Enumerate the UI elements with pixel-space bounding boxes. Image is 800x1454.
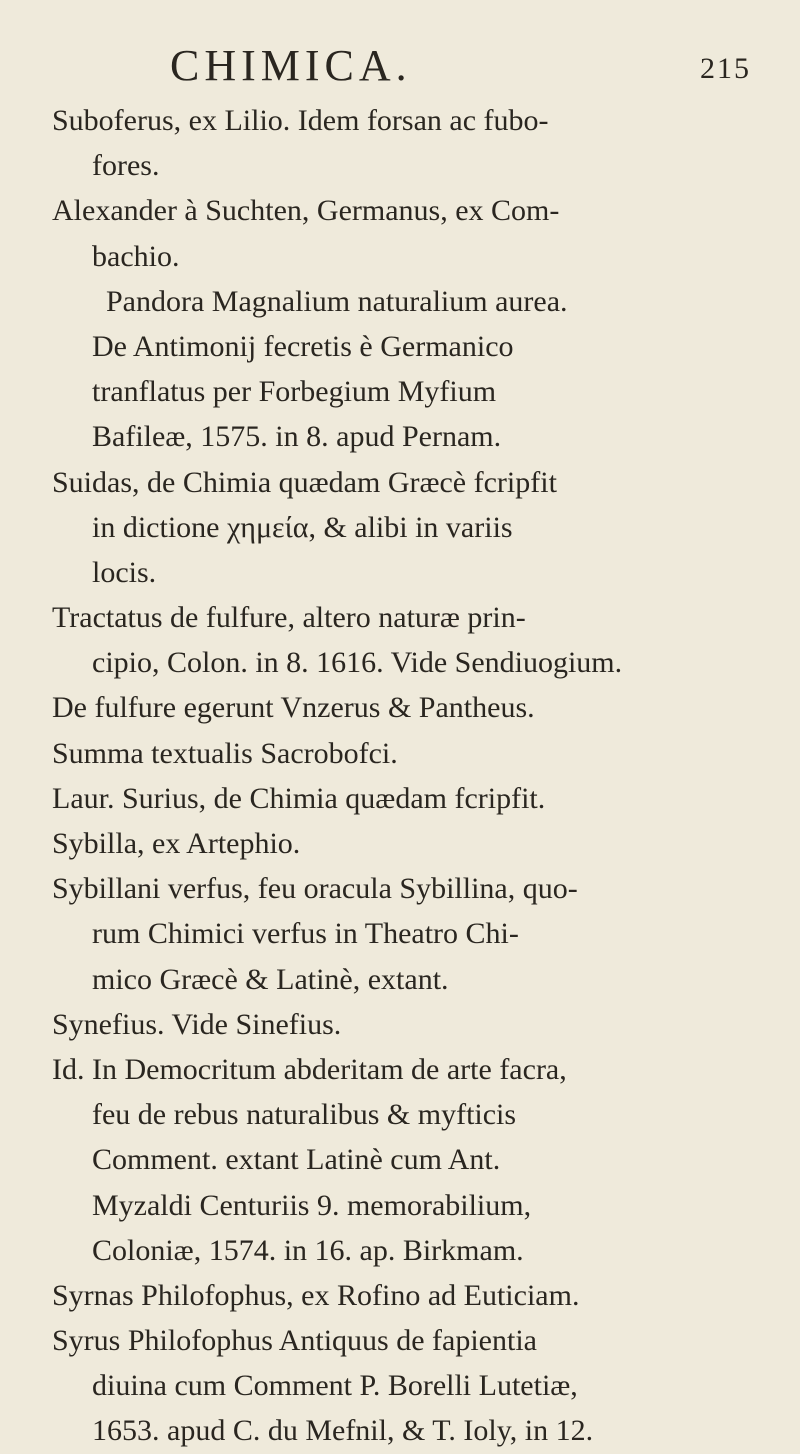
text-line: Summa textualis Sacrobofci. [52,736,398,770]
text-line: Syrnas Philofophus, ex Rofino ad Euticiam. [52,1278,580,1312]
page-header [0,40,800,100]
text-line: Id. In Democritum abderitam de arte facra, [52,1052,567,1086]
text-line: mico Græcè & Latinè, extant. [92,962,449,996]
text-line: in dictione χημεία, & alibi in variis [92,510,513,544]
text-line: cipio, Colon. in 8. 1616. Vide Sendiuogium. [92,646,623,680]
text-line: fores. [92,149,160,183]
text-line: locis. [92,555,157,589]
text-line: feu de rebus naturalibus & myfticis [92,1098,517,1132]
text-line: Tractatus de fulfure, altero naturæ prin- [52,601,526,635]
text-line: bachio. [92,239,180,273]
text-line: Comment. extant Latinè cum Ant. [92,1143,501,1177]
text-line: diuina cum Comment P. Borelli Lutetiæ, [92,1369,578,1403]
text-line: De Antimonij fecretis è Germanico [92,329,514,363]
page-number: 215 [700,52,751,85]
body-text [52,98,752,1454]
text-line: 1653. apud C. du Mefnil, & T. Ioly, in 12. [92,1414,594,1448]
text-line: Myzaldi Centuriis 9. memorabilium, [92,1188,532,1222]
text-line: rum Chimici verfus in Theatro Chi- [92,917,519,951]
text-line: Suidas, de Chimia quædam Græcè fcripfit [52,465,557,499]
text-line: tranflatus per Forbegium Myfium [92,375,497,409]
text-line: Bafileæ, 1575. in 8. apud Pernam. [92,420,502,454]
text-line: Laur. Surius, de Chimia quædam fcripfit. [52,781,546,815]
text-line: Alexander à Suchten, Germanus, ex Com- [52,194,560,228]
text-line: Synefius. Vide Sinefius. [52,1007,342,1041]
text-line: Suboferus, ex Lilio. Idem forsan ac fubo- [52,104,549,137]
text-line: Coloniæ, 1574. in 16. ap. Birkmam. [92,1233,524,1267]
text-line: Pandora Magnalium naturalium aurea. [106,284,568,318]
text-line: Sybilla, ex Artephio. [52,827,301,860]
running-title: CHIMICA. [170,41,412,90]
text-line: Sybillani verfus, feu oracula Sybillina, quo- [52,872,578,906]
text-line: Syrus Philofophus Antiquus de fapientia [52,1324,537,1358]
text-line: De fulfure egerunt Vnzerus & Pantheus. [52,691,535,725]
